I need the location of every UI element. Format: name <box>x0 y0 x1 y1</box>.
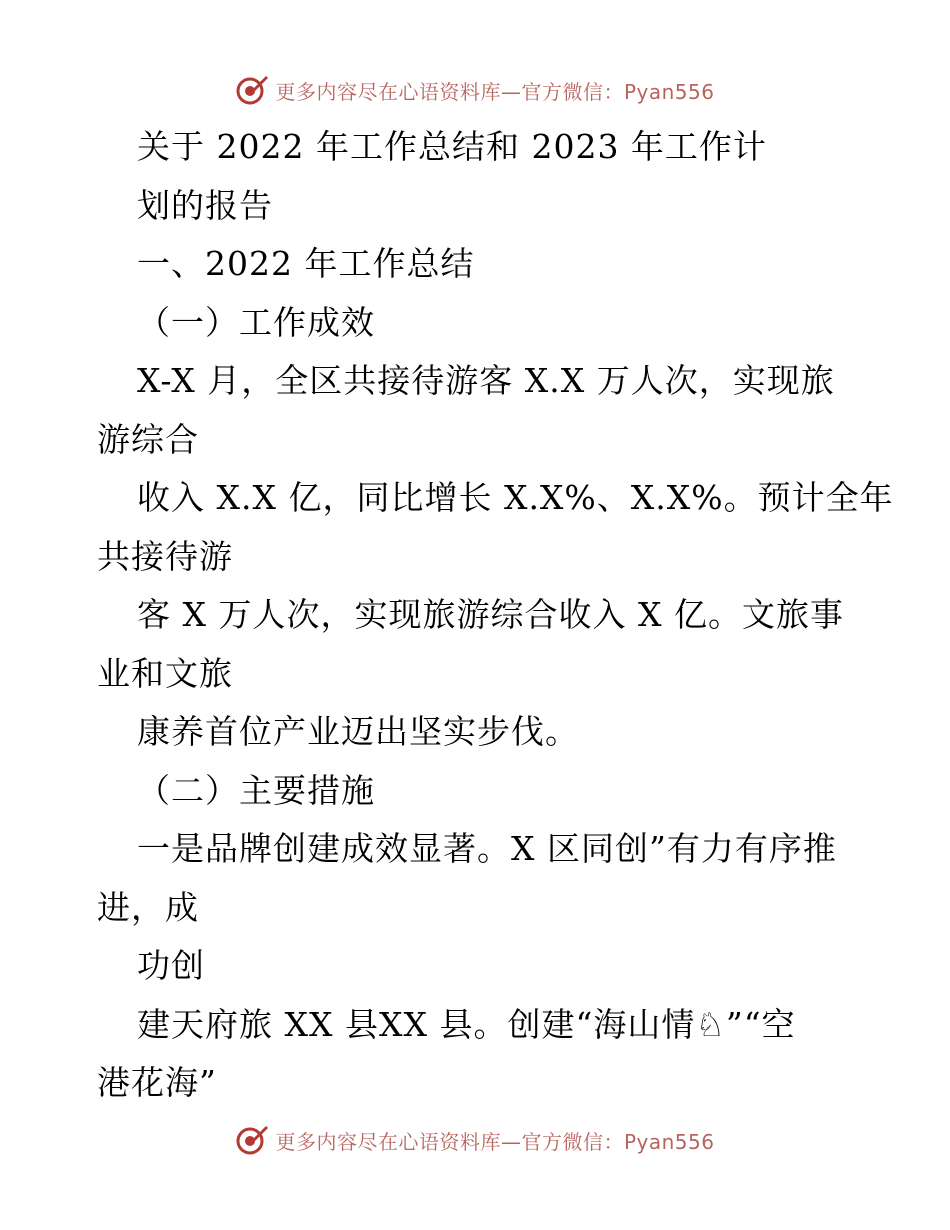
watermark-text: 更多内容尽在心语资料库—官方微信：Pyan556 <box>275 79 715 104</box>
watermark-text: 更多内容尽在心语资料库—官方微信：Pyan556 <box>275 1129 715 1154</box>
document-body <box>97 118 894 1113</box>
paragraph-line: 收入 X.X 亿，同比增长 X.X%、X.X%。预计全年 <box>137 478 894 517</box>
paragraph-line: 进，成 <box>97 887 199 927</box>
pen-logo-icon <box>235 1123 269 1157</box>
document-title-line-1: 关于 2022 年工作总结和 2023 年工作计 <box>137 127 767 166</box>
paragraph-line: X-X 月，全区共接待游客 X.X 万人次，实现旅 <box>137 361 835 400</box>
paragraph-line: 游综合 <box>97 419 199 459</box>
paragraph-line: 康养首位产业迈出坚实步伐。 <box>137 712 579 751</box>
paragraph-line: 建天府旅 XX 县XX 县。创建“海山情♘”“空 <box>137 1004 796 1044</box>
subsection-heading: （一）工作成效 <box>137 302 375 342</box>
paragraph-line: 共接待游 <box>97 536 233 576</box>
paragraph-line: 业和文旅 <box>97 653 233 693</box>
watermark-footer <box>0 1120 950 1160</box>
paragraph-line: 客 X 万人次，实现旅游综合收入 X 亿。文旅事 <box>137 595 844 634</box>
paragraph-line: 港花海” <box>97 1063 217 1102</box>
pen-logo-icon <box>235 73 269 107</box>
document-title-line-2: 划的报告 <box>137 185 273 225</box>
paragraph-line: 一是品牌创建成效显著。X 区同创”有力有序推 <box>137 829 837 868</box>
section-heading: 一、2022 年工作总结 <box>137 244 475 283</box>
watermark-header <box>0 70 950 110</box>
paragraph-line: 功创 <box>137 946 205 985</box>
subsection-heading: （二）主要措施 <box>137 770 375 810</box>
